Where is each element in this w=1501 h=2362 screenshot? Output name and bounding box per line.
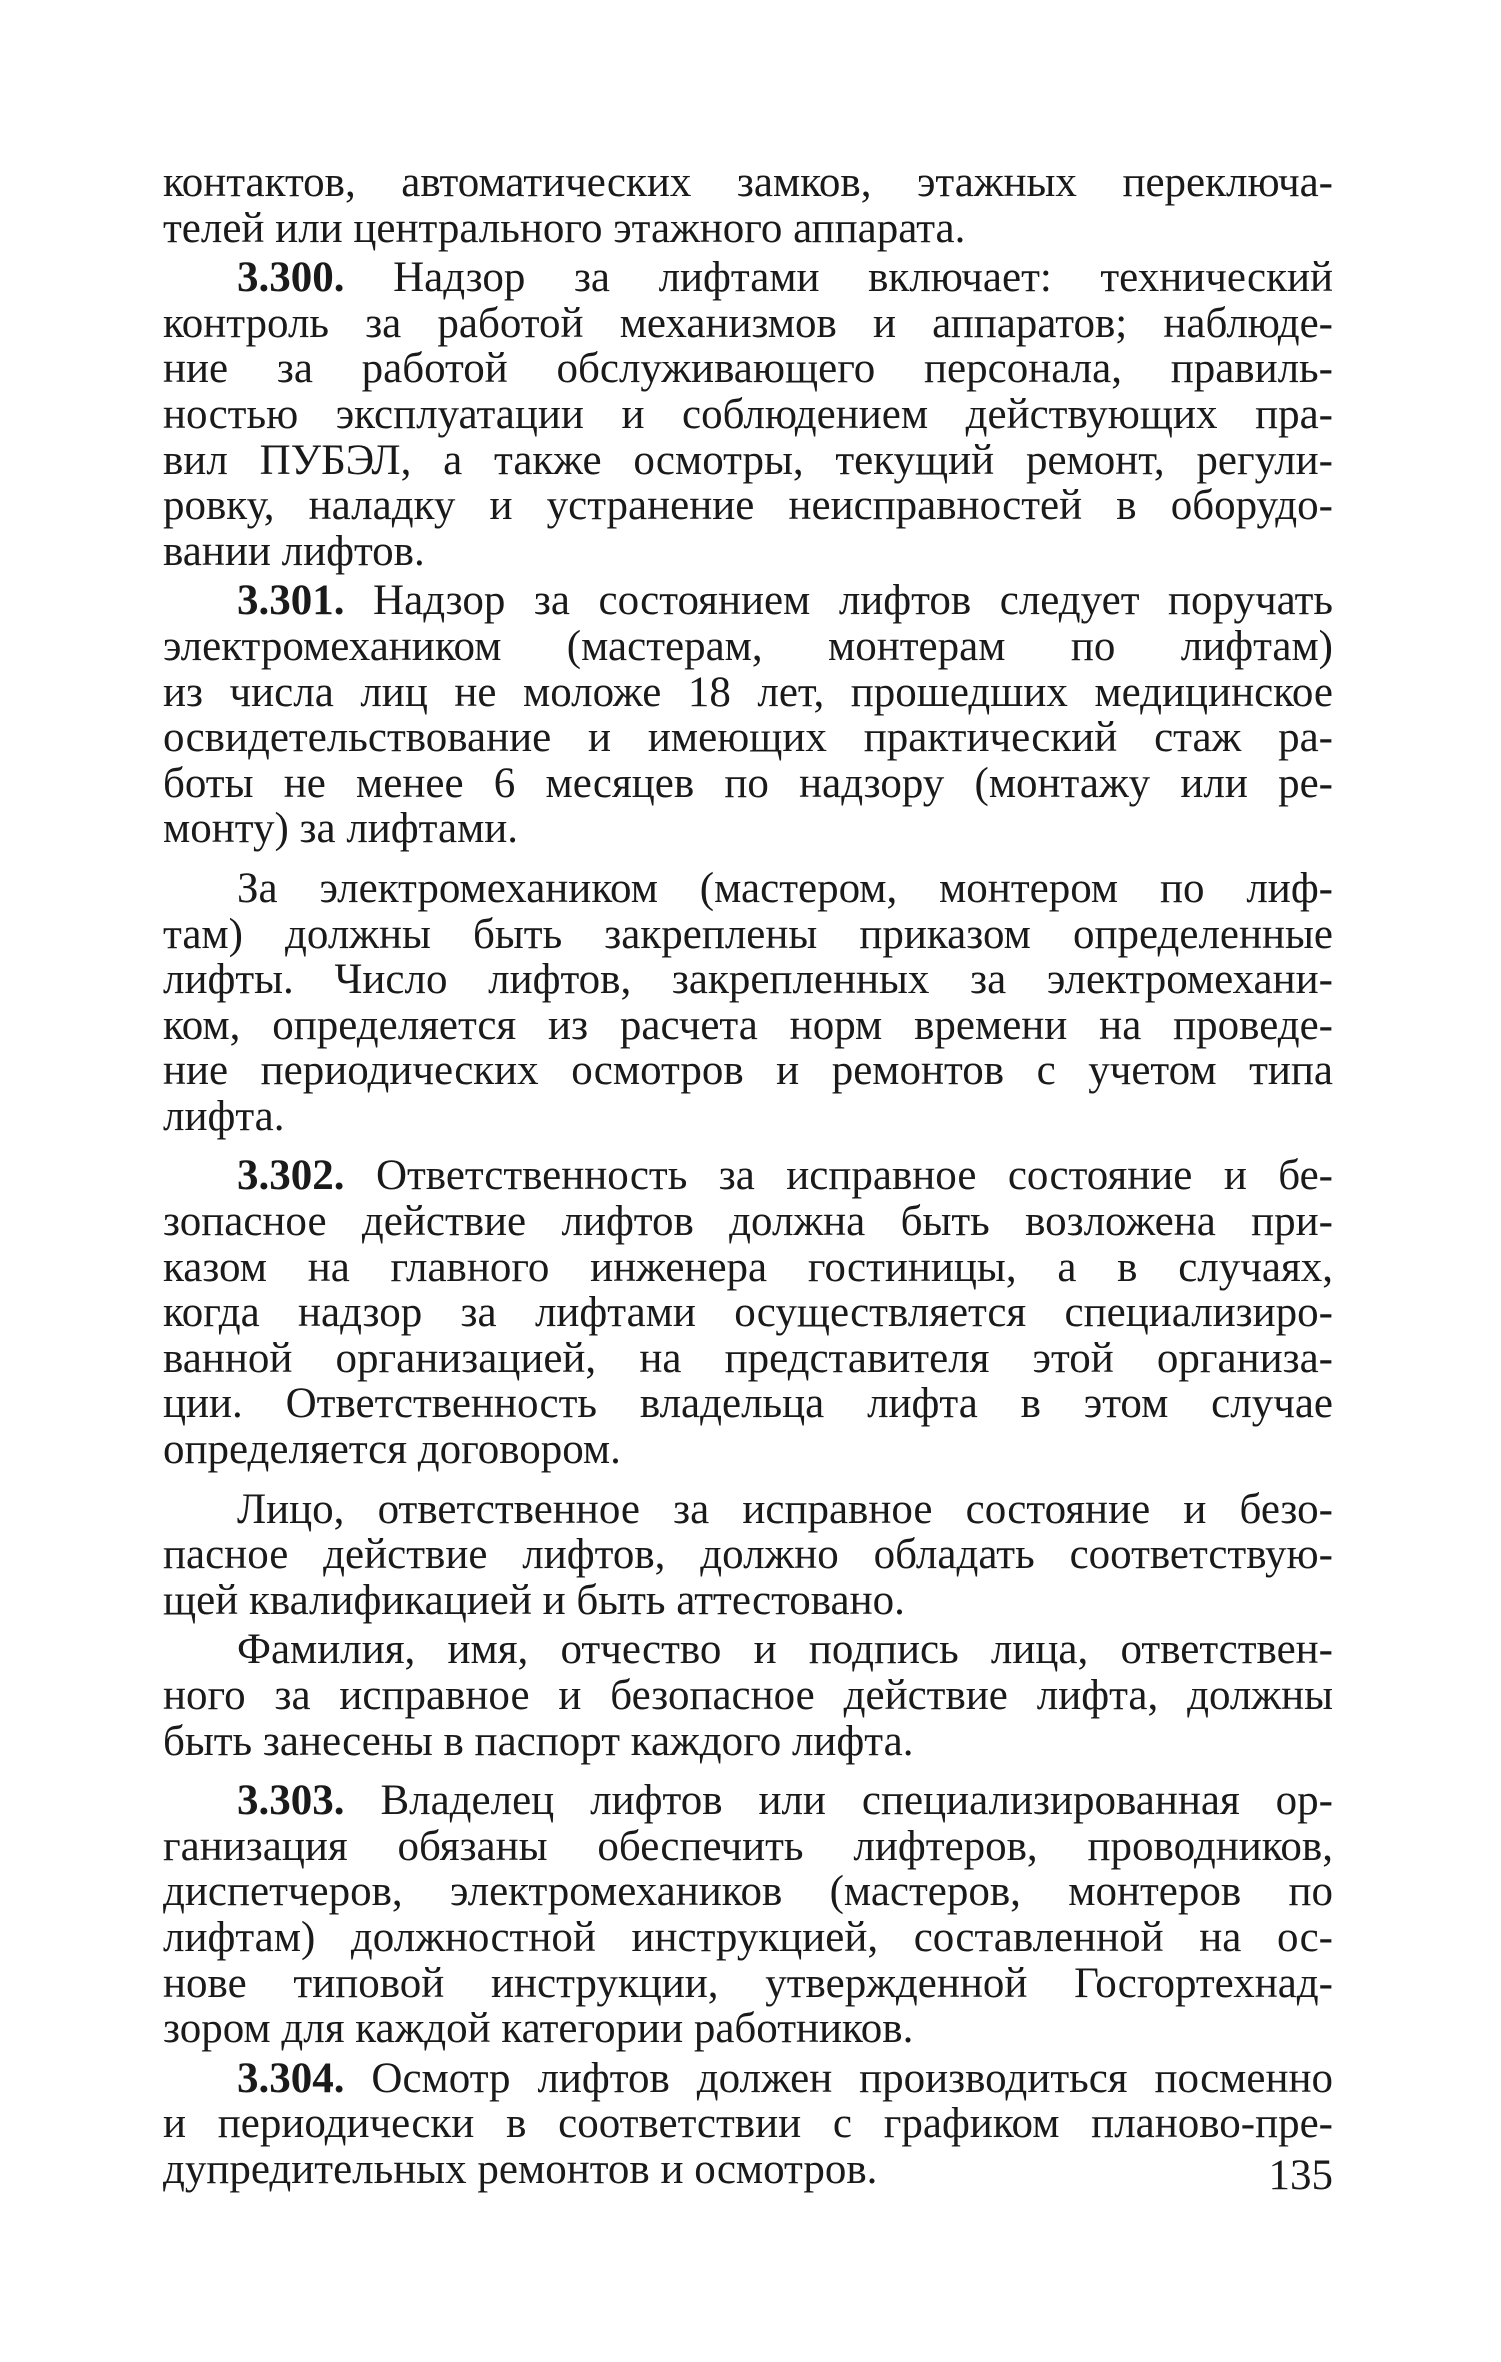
text-line: боты не менее 6 месяцев по надзору (монтажу или ре-: [163, 759, 1333, 807]
text-line: Лицо, ответственное за исправное состояние и безо-: [237, 1485, 1333, 1533]
page-number: 135: [1268, 2152, 1333, 2199]
clause-number: 3.302.: [237, 1152, 345, 1200]
text-line: там) должны быть закреплены приказом определенные: [163, 910, 1333, 958]
clause-number: 3.304.: [237, 2054, 345, 2102]
text-line: быть занесены в паспорт каждого лифта.: [163, 1717, 914, 1765]
paragraph-3-301-cont: [163, 866, 1333, 1140]
text-line: электромехаником (мастерам, монтерам по лифтам): [163, 622, 1333, 670]
text-line: когда надзор за лифтами осуществляется специализиро-: [163, 1289, 1333, 1337]
text-line: За электромехаником (мастером, монтером по лиф-: [237, 864, 1333, 912]
text-line: [163, 255, 1333, 301]
text-fragment: Владелец лифтов или специализированная ор-: [344, 1777, 1333, 1825]
text-line: из числа лиц не моложе 18 лет, прошедших медицинское: [163, 668, 1333, 716]
paragraph-3-300: [163, 255, 1333, 574]
clause-number: 3.303.: [237, 1777, 345, 1825]
text-line: вил ПУБЭЛ, а также осмотры, текущий ремонт, регули-: [163, 436, 1333, 484]
text-line: определяется договором.: [163, 1426, 621, 1474]
text-line: ком, определяется из расчета норм времени на проведе-: [163, 1001, 1333, 1049]
text-line: ного за исправное и безопасное действие лифта, должны: [163, 1672, 1333, 1719]
clause-number: 3.300.: [237, 254, 345, 302]
text-line: лифты. Число лифтов, закрепленных за электромехани-: [163, 956, 1333, 1004]
clause-number: 3.301.: [237, 577, 345, 625]
page-body: [163, 160, 1333, 2193]
text-line: диспетчеров, электромехаников (мастеров, монтеров по: [163, 1868, 1333, 1916]
paragraph-continuation: [163, 160, 1333, 251]
text-line: ции. Ответственность владельца лифта в этом случае: [163, 1380, 1333, 1428]
paragraph-3-301: [163, 578, 1333, 852]
text-line: ние за работой обслуживающего персонала, правиль-: [163, 345, 1333, 393]
text-line: зором для каждой категории работников.: [163, 2005, 914, 2053]
text-line: дупредительных ремонтов и осмотров.: [163, 2145, 878, 2193]
text-line: ровку, наладку и устранение неисправностей в оборудо-: [163, 482, 1333, 530]
text-line: [163, 578, 1333, 624]
text-line: казом на главного инженера гостиницы, а в случаях,: [163, 1243, 1333, 1291]
paragraph-3-303: [163, 1778, 1333, 2052]
text-line: контактов, автоматических замков, этажных переключа-: [163, 159, 1333, 206]
text-fragment: Надзор за лифтами включает: технический: [344, 254, 1333, 302]
text-fragment: Надзор за состоянием лифтов следует поручать: [344, 577, 1333, 625]
text-line: щей квалификацией и быть аттестовано.: [163, 1576, 905, 1624]
text-line: ганизация обязаны обеспечить лифтеров, проводников,: [163, 1822, 1333, 1870]
text-line: освидетельствование и имеющих практический стаж ра-: [163, 714, 1333, 762]
paragraph-3-304: [163, 2056, 1333, 2193]
text-line: [163, 1153, 1333, 1199]
text-line: Фамилия, имя, отчество и подпись лица, ответствен-: [237, 1626, 1333, 1674]
text-line: контроль за работой механизмов и аппаратов; наблюде-: [163, 299, 1333, 347]
text-line: ностью эксплуатации и соблюдением действующих пра-: [163, 390, 1333, 438]
text-line: [163, 2056, 1333, 2102]
text-line: пасное действие лифтов, должно обладать соответствую-: [163, 1531, 1333, 1579]
text-line: ванной организацией, на представителя этой организа-: [163, 1334, 1333, 1382]
paragraph-3-302-cont: [163, 1487, 1333, 1624]
text-line: [163, 1778, 1333, 1824]
text-line: лифтам) должностной инструкцией, составленной на ос-: [163, 1913, 1333, 1961]
text-line: ние периодических осмотров и ремонтов с учетом типа: [163, 1047, 1333, 1095]
text-line: нове типовой инструкции, утвержденной Госгортехнад-: [163, 1959, 1333, 2007]
text-line: монту) за лифтами.: [163, 805, 519, 853]
text-line: зопасное действие лифтов должна быть возложена при-: [163, 1198, 1333, 1246]
paragraph-3-302: [163, 1153, 1333, 1472]
text-line: лифта.: [163, 1092, 285, 1140]
text-line: телей или центрального этажного аппарата.: [163, 204, 966, 252]
paragraph-3-302-cont2: [163, 1627, 1333, 1764]
text-fragment: Осмотр лифтов должен производиться посменно: [344, 2054, 1333, 2102]
text-line: вании лифтов.: [163, 527, 425, 575]
text-fragment: Ответственность за исправное состояние и бе-: [344, 1152, 1333, 1200]
text-line: и периодически в соответствии с графиком планово-пре-: [163, 2100, 1333, 2148]
